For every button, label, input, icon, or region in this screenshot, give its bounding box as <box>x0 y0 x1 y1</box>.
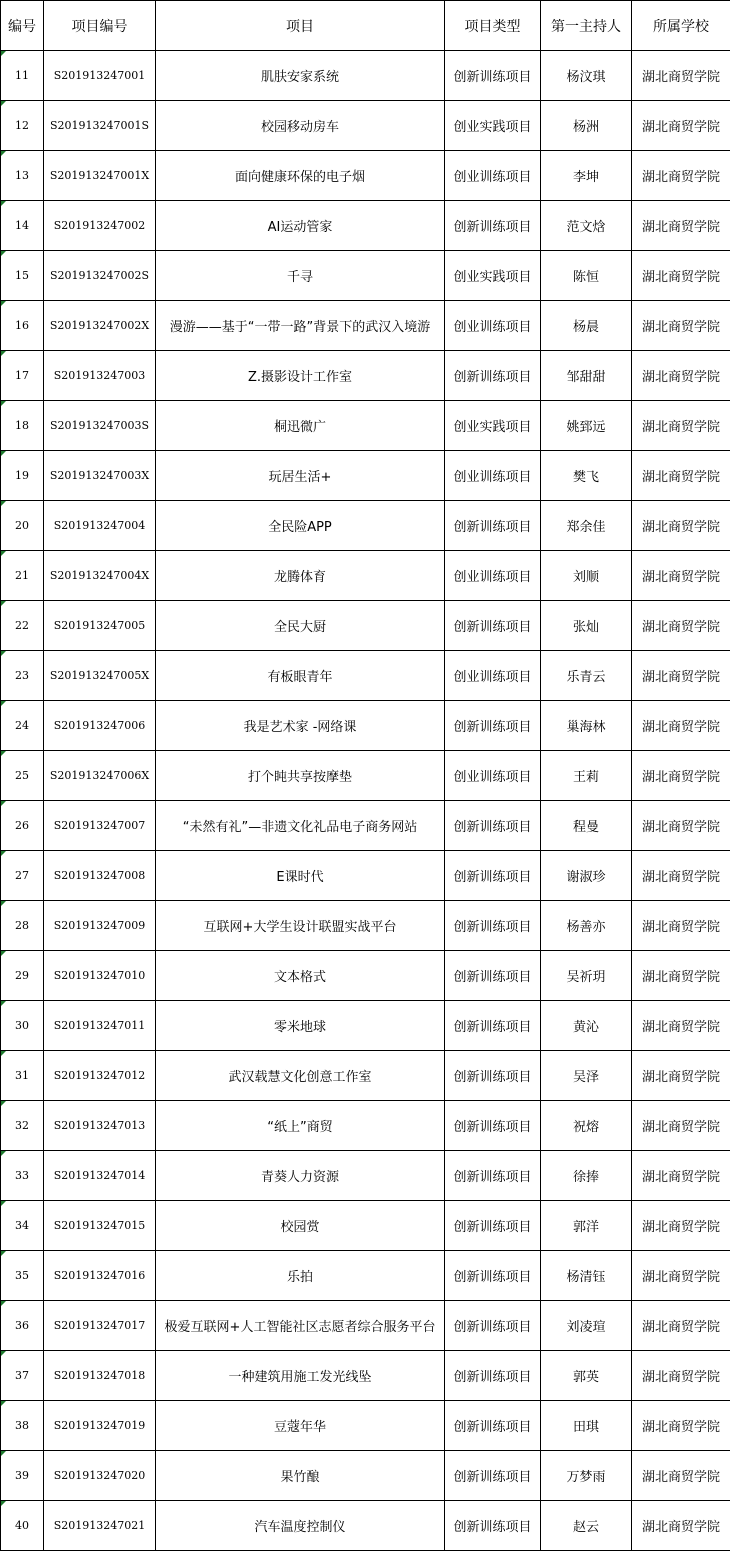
project-name: 青葵人力资源 <box>156 1151 445 1201</box>
project-code: S201913247001S <box>44 101 156 151</box>
project-name: 武汉载慧文化创意工作室 <box>156 1051 445 1101</box>
table-row <box>1 1251 730 1301</box>
project-type: 创业训练项目 <box>445 651 541 701</box>
project-name: 豆蔻年华 <box>156 1401 445 1451</box>
project-type: 创新训练项目 <box>445 1051 541 1101</box>
school-name: 湖北商贸学院 <box>632 1201 730 1251</box>
project-code: S201913247001 <box>44 51 156 101</box>
table-row <box>1 351 730 401</box>
project-name: 玩居生活+ <box>156 451 445 501</box>
project-name: 龙腾体育 <box>156 551 445 601</box>
project-name: 一种建筑用施工发光线坠 <box>156 1351 445 1401</box>
school-name: 湖北商贸学院 <box>632 1151 730 1201</box>
project-code: S201913247015 <box>44 1201 156 1251</box>
project-name: 全民险APP <box>156 501 445 551</box>
project-code: S201913247005X <box>44 651 156 701</box>
table-row <box>1 801 730 851</box>
host-name: 郭洋 <box>541 1201 632 1251</box>
table-row <box>1 451 730 501</box>
project-name: AI运动管家 <box>156 201 445 251</box>
header-project-code: 项目编号 <box>44 1 156 51</box>
project-name: 校园移动房车 <box>156 101 445 151</box>
table-row <box>1 1451 730 1501</box>
project-name: 面向健康环保的电子烟 <box>156 151 445 201</box>
table-row <box>1 901 730 951</box>
school-name: 湖北商贸学院 <box>632 1301 730 1351</box>
school-name: 湖北商贸学院 <box>632 1451 730 1501</box>
project-type: 创新训练项目 <box>445 1101 541 1151</box>
row-number: 21 <box>1 551 44 601</box>
project-name: 打个盹共享按摩垫 <box>156 751 445 801</box>
table-row <box>1 101 730 151</box>
project-type: 创新训练项目 <box>445 851 541 901</box>
row-number: 30 <box>1 1001 44 1051</box>
school-name: 湖北商贸学院 <box>632 651 730 701</box>
project-code: S201913247020 <box>44 1451 156 1501</box>
host-name: 万梦雨 <box>541 1451 632 1501</box>
host-name: 巢海林 <box>541 701 632 751</box>
project-code: S201913247019 <box>44 1401 156 1451</box>
row-number: 37 <box>1 1351 44 1401</box>
project-code: S201913247011 <box>44 1001 156 1051</box>
project-type: 创业训练项目 <box>445 451 541 501</box>
host-name: 乐青云 <box>541 651 632 701</box>
table-row <box>1 151 730 201</box>
host-name: 杨洲 <box>541 101 632 151</box>
row-number: 18 <box>1 401 44 451</box>
host-name: 赵云 <box>541 1501 632 1551</box>
table-row <box>1 1051 730 1101</box>
row-number: 27 <box>1 851 44 901</box>
row-number: 39 <box>1 1451 44 1501</box>
table-row <box>1 851 730 901</box>
project-name: 零米地球 <box>156 1001 445 1051</box>
project-code: S201913247004X <box>44 551 156 601</box>
project-type: 创新训练项目 <box>445 1201 541 1251</box>
project-type: 创业实践项目 <box>445 401 541 451</box>
project-type: 创新训练项目 <box>445 1501 541 1551</box>
project-code: S201913247003 <box>44 351 156 401</box>
project-type: 创新训练项目 <box>445 801 541 851</box>
project-code: S201913247002X <box>44 301 156 351</box>
project-type: 创业训练项目 <box>445 151 541 201</box>
row-number: 14 <box>1 201 44 251</box>
table-row <box>1 651 730 701</box>
project-name: “未然有礼”—非遗文化礼品电子商务网站 <box>156 801 445 851</box>
project-code: S201913247008 <box>44 851 156 901</box>
project-code: S201913247001X <box>44 151 156 201</box>
host-name: 范文焓 <box>541 201 632 251</box>
school-name: 湖北商贸学院 <box>632 1501 730 1551</box>
host-name: 李坤 <box>541 151 632 201</box>
table-row <box>1 951 730 1001</box>
header-row <box>1 1 730 51</box>
host-name: 郑余佳 <box>541 501 632 551</box>
row-number: 17 <box>1 351 44 401</box>
school-name: 湖北商贸学院 <box>632 1051 730 1101</box>
school-name: 湖北商贸学院 <box>632 851 730 901</box>
school-name: 湖北商贸学院 <box>632 1401 730 1451</box>
table-row <box>1 301 730 351</box>
host-name: 姚郅远 <box>541 401 632 451</box>
school-name: 湖北商贸学院 <box>632 251 730 301</box>
project-name: “纸上”商贸 <box>156 1101 445 1151</box>
table-body <box>1 51 730 1551</box>
project-type: 创新训练项目 <box>445 1301 541 1351</box>
project-name: 我是艺术家 -网络课 <box>156 701 445 751</box>
school-name: 湖北商贸学院 <box>632 301 730 351</box>
project-type: 创新训练项目 <box>445 51 541 101</box>
row-number: 34 <box>1 1201 44 1251</box>
school-name: 湖北商贸学院 <box>632 351 730 401</box>
header-host: 第一主持人 <box>541 1 632 51</box>
project-code: S201913247010 <box>44 951 156 1001</box>
project-type: 创新训练项目 <box>445 1151 541 1201</box>
project-type: 创新训练项目 <box>445 1401 541 1451</box>
table-row <box>1 1501 730 1551</box>
project-type: 创新训练项目 <box>445 701 541 751</box>
school-name: 湖北商贸学院 <box>632 401 730 451</box>
project-name: 千寻 <box>156 251 445 301</box>
project-code: S201913247006 <box>44 701 156 751</box>
row-number: 25 <box>1 751 44 801</box>
row-number: 33 <box>1 1151 44 1201</box>
project-code: S201913247003S <box>44 401 156 451</box>
table-row <box>1 1201 730 1251</box>
table-row <box>1 201 730 251</box>
project-code: S201913247002S <box>44 251 156 301</box>
project-name: 果竹酿 <box>156 1451 445 1501</box>
project-name: 有板眼青年 <box>156 651 445 701</box>
row-number: 15 <box>1 251 44 301</box>
school-name: 湖北商贸学院 <box>632 51 730 101</box>
host-name: 刘凌瑄 <box>541 1301 632 1351</box>
row-number: 36 <box>1 1301 44 1351</box>
project-name: 汽车温度控制仪 <box>156 1501 445 1551</box>
school-name: 湖北商贸学院 <box>632 1351 730 1401</box>
project-code: S201913247006X <box>44 751 156 801</box>
school-name: 湖北商贸学院 <box>632 101 730 151</box>
host-name: 王莉 <box>541 751 632 801</box>
school-name: 湖北商贸学院 <box>632 601 730 651</box>
row-number: 40 <box>1 1501 44 1551</box>
school-name: 湖北商贸学院 <box>632 951 730 1001</box>
school-name: 湖北商贸学院 <box>632 151 730 201</box>
host-name: 刘顺 <box>541 551 632 601</box>
project-code: S201913247012 <box>44 1051 156 1101</box>
row-number: 29 <box>1 951 44 1001</box>
header-number: 编号 <box>1 1 44 51</box>
school-name: 湖北商贸学院 <box>632 451 730 501</box>
row-number: 20 <box>1 501 44 551</box>
host-name: 吴泽 <box>541 1051 632 1101</box>
project-code: S201913247002 <box>44 201 156 251</box>
table-row <box>1 551 730 601</box>
project-type: 创新训练项目 <box>445 1351 541 1401</box>
table-row <box>1 501 730 551</box>
project-type: 创业训练项目 <box>445 551 541 601</box>
host-name: 杨清钰 <box>541 1251 632 1301</box>
school-name: 湖北商贸学院 <box>632 701 730 751</box>
host-name: 程曼 <box>541 801 632 851</box>
project-type: 创新训练项目 <box>445 951 541 1001</box>
table-row <box>1 601 730 651</box>
project-name: 校园赏 <box>156 1201 445 1251</box>
project-code: S201913247003X <box>44 451 156 501</box>
table-row <box>1 1101 730 1151</box>
header-school: 所属学校 <box>632 1 730 51</box>
row-number: 38 <box>1 1401 44 1451</box>
project-type: 创业实践项目 <box>445 101 541 151</box>
header-project-type: 项目类型 <box>445 1 541 51</box>
host-name: 吴祈玥 <box>541 951 632 1001</box>
row-number: 22 <box>1 601 44 651</box>
row-number: 13 <box>1 151 44 201</box>
project-name: 肌肤安家系统 <box>156 51 445 101</box>
row-number: 31 <box>1 1051 44 1101</box>
school-name: 湖北商贸学院 <box>632 551 730 601</box>
host-name: 杨汶琪 <box>541 51 632 101</box>
row-number: 19 <box>1 451 44 501</box>
project-type: 创新训练项目 <box>445 351 541 401</box>
school-name: 湖北商贸学院 <box>632 1001 730 1051</box>
project-type: 创业训练项目 <box>445 751 541 801</box>
host-name: 祝熔 <box>541 1101 632 1151</box>
host-name: 杨善亦 <box>541 901 632 951</box>
project-code: S201913247013 <box>44 1101 156 1151</box>
school-name: 湖北商贸学院 <box>632 501 730 551</box>
table-row <box>1 1401 730 1451</box>
table-row <box>1 701 730 751</box>
project-name: 全民大厨 <box>156 601 445 651</box>
project-name: 互联网+大学生设计联盟实战平台 <box>156 901 445 951</box>
project-code: S201913247018 <box>44 1351 156 1401</box>
header-project-name: 项目 <box>156 1 445 51</box>
project-name: 漫游——基于“一带一路”背景下的武汉入境游 <box>156 301 445 351</box>
project-code: S201913247007 <box>44 801 156 851</box>
project-name: 文本格式 <box>156 951 445 1001</box>
row-number: 28 <box>1 901 44 951</box>
table-row <box>1 251 730 301</box>
project-name: 乐拍 <box>156 1251 445 1301</box>
project-type: 创新训练项目 <box>445 1001 541 1051</box>
host-name: 徐捧 <box>541 1151 632 1201</box>
row-number: 32 <box>1 1101 44 1151</box>
school-name: 湖北商贸学院 <box>632 201 730 251</box>
host-name: 黄沁 <box>541 1001 632 1051</box>
project-code: S201913247005 <box>44 601 156 651</box>
host-name: 张灿 <box>541 601 632 651</box>
project-type: 创新训练项目 <box>445 601 541 651</box>
table-row <box>1 1001 730 1051</box>
table-header <box>1 1 730 51</box>
project-name: E课时代 <box>156 851 445 901</box>
school-name: 湖北商贸学院 <box>632 1251 730 1301</box>
table-row <box>1 51 730 101</box>
row-number: 24 <box>1 701 44 751</box>
table-row <box>1 751 730 801</box>
host-name: 樊飞 <box>541 451 632 501</box>
project-type: 创业训练项目 <box>445 301 541 351</box>
school-name: 湖北商贸学院 <box>632 751 730 801</box>
project-code: S201913247021 <box>44 1501 156 1551</box>
project-name: Z.摄影设计工作室 <box>156 351 445 401</box>
school-name: 湖北商贸学院 <box>632 1101 730 1151</box>
host-name: 郭英 <box>541 1351 632 1401</box>
project-code: S201913247009 <box>44 901 156 951</box>
table-row <box>1 401 730 451</box>
project-name: 桐迅微广 <box>156 401 445 451</box>
row-number: 26 <box>1 801 44 851</box>
school-name: 湖北商贸学院 <box>632 801 730 851</box>
project-type: 创新训练项目 <box>445 1251 541 1301</box>
host-name: 邹甜甜 <box>541 351 632 401</box>
project-type: 创业实践项目 <box>445 251 541 301</box>
project-code: S201913247004 <box>44 501 156 551</box>
row-number: 35 <box>1 1251 44 1301</box>
project-name: 极爱互联网+人工智能社区志愿者综合服务平台 <box>156 1301 445 1351</box>
host-name: 田琪 <box>541 1401 632 1451</box>
project-type: 创新训练项目 <box>445 901 541 951</box>
table-row <box>1 1351 730 1401</box>
project-type: 创新训练项目 <box>445 201 541 251</box>
project-type: 创新训练项目 <box>445 1451 541 1501</box>
host-name: 杨晨 <box>541 301 632 351</box>
host-name: 陈恒 <box>541 251 632 301</box>
project-type: 创新训练项目 <box>445 501 541 551</box>
project-code: S201913247017 <box>44 1301 156 1351</box>
project-code: S201913247014 <box>44 1151 156 1201</box>
row-number: 11 <box>1 51 44 101</box>
host-name: 谢淑珍 <box>541 851 632 901</box>
table-row <box>1 1151 730 1201</box>
school-name: 湖北商贸学院 <box>632 901 730 951</box>
row-number: 12 <box>1 101 44 151</box>
table-row <box>1 1301 730 1351</box>
row-number: 16 <box>1 301 44 351</box>
row-number: 23 <box>1 651 44 701</box>
project-code: S201913247016 <box>44 1251 156 1301</box>
